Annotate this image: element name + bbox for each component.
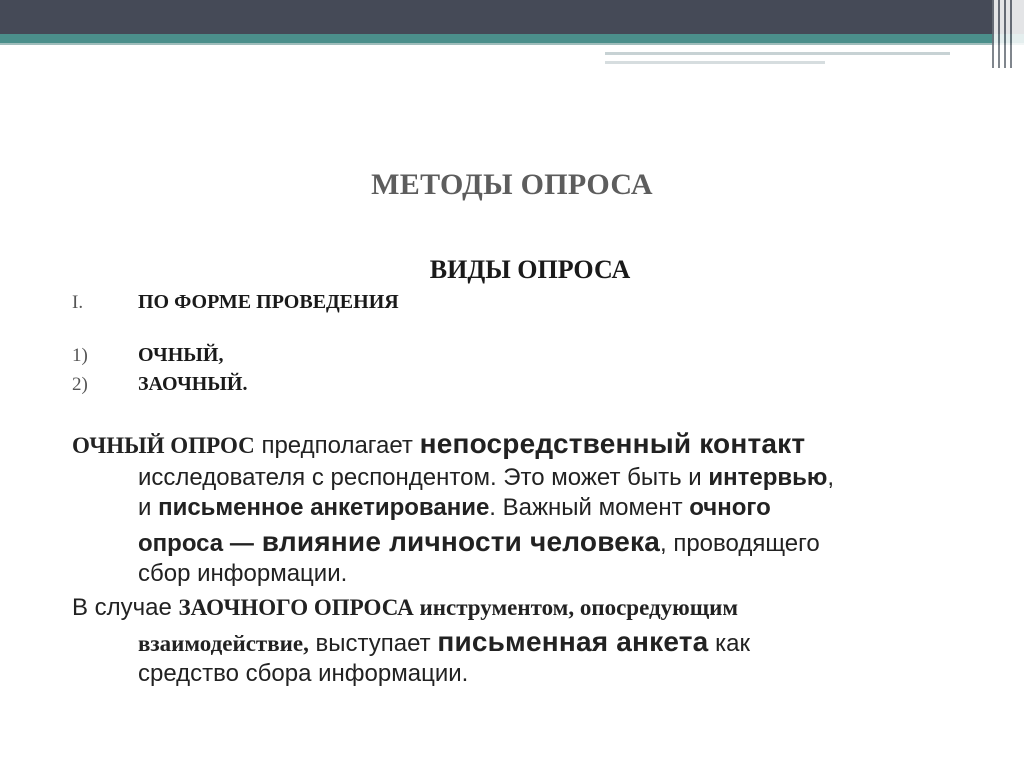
emphasis-survey: опроса — <box>138 530 254 557</box>
emphasis-personality-influence: влияние личности человека <box>253 526 660 557</box>
paragraph-line <box>138 660 468 688</box>
text-run: . Важный момент <box>489 494 690 521</box>
section-label: ПО ФОРМЕ ПРОВЕДЕНИЯ <box>138 291 399 313</box>
paragraph-line <box>138 560 347 588</box>
list-item-number: 1) <box>72 345 88 366</box>
term-face-to-face-survey: ОЧНЫЙ ОПРОС <box>72 433 255 458</box>
header-decor-line <box>605 52 950 55</box>
emphasis-written-questionnaire: письменное анкетирование <box>158 494 490 521</box>
text-run: и <box>138 494 159 521</box>
slide-title: МЕТОДЫ ОПРОСА <box>371 168 653 201</box>
list-item-label: ЗАОЧНЫЙ. <box>138 373 248 395</box>
emphasis-direct-contact: непосредственный контакт <box>419 428 806 459</box>
emphasis-interview: интервью <box>708 464 828 491</box>
emphasis-interaction: взаимодействие, <box>138 631 309 656</box>
paragraph-line <box>72 428 805 460</box>
text-run: сбор информации. <box>138 560 348 587</box>
text-run: средство сбора информации. <box>138 660 469 687</box>
text-run: предполагает <box>254 432 420 459</box>
paragraph-line <box>138 626 750 658</box>
text-run: , проводящего <box>660 530 820 557</box>
header-accent-stripe <box>0 34 1024 43</box>
emphasis-correspondence-survey: ЗАОЧНОГО ОПРОСА инструментом, опосредующим <box>178 595 739 620</box>
paragraph-line <box>72 594 738 622</box>
header-divider <box>0 43 1024 45</box>
list-item-number: 2) <box>72 374 88 395</box>
paragraph-line <box>138 464 834 492</box>
paragraph-line <box>138 494 771 522</box>
paragraph-line <box>138 526 820 558</box>
text-run: выступает <box>308 630 438 657</box>
text-run: исследователя с респондентом. Это может быть и <box>138 464 709 491</box>
text-run: как <box>708 630 750 657</box>
slide-subtitle: ВИДЫ ОПРОСА <box>429 255 631 284</box>
emphasis-face-to-face: очного <box>689 494 771 521</box>
list-item-label: ОЧНЫЙ, <box>138 344 224 366</box>
header-bar <box>0 0 1024 34</box>
header-vertical-stripes <box>992 0 1024 68</box>
text-run: В случае <box>72 594 179 621</box>
header-decor-line-short <box>605 61 825 64</box>
text-run: , <box>827 464 835 491</box>
emphasis-written-questionnaire: письменная анкета <box>437 626 709 657</box>
section-number: I. <box>72 292 84 313</box>
